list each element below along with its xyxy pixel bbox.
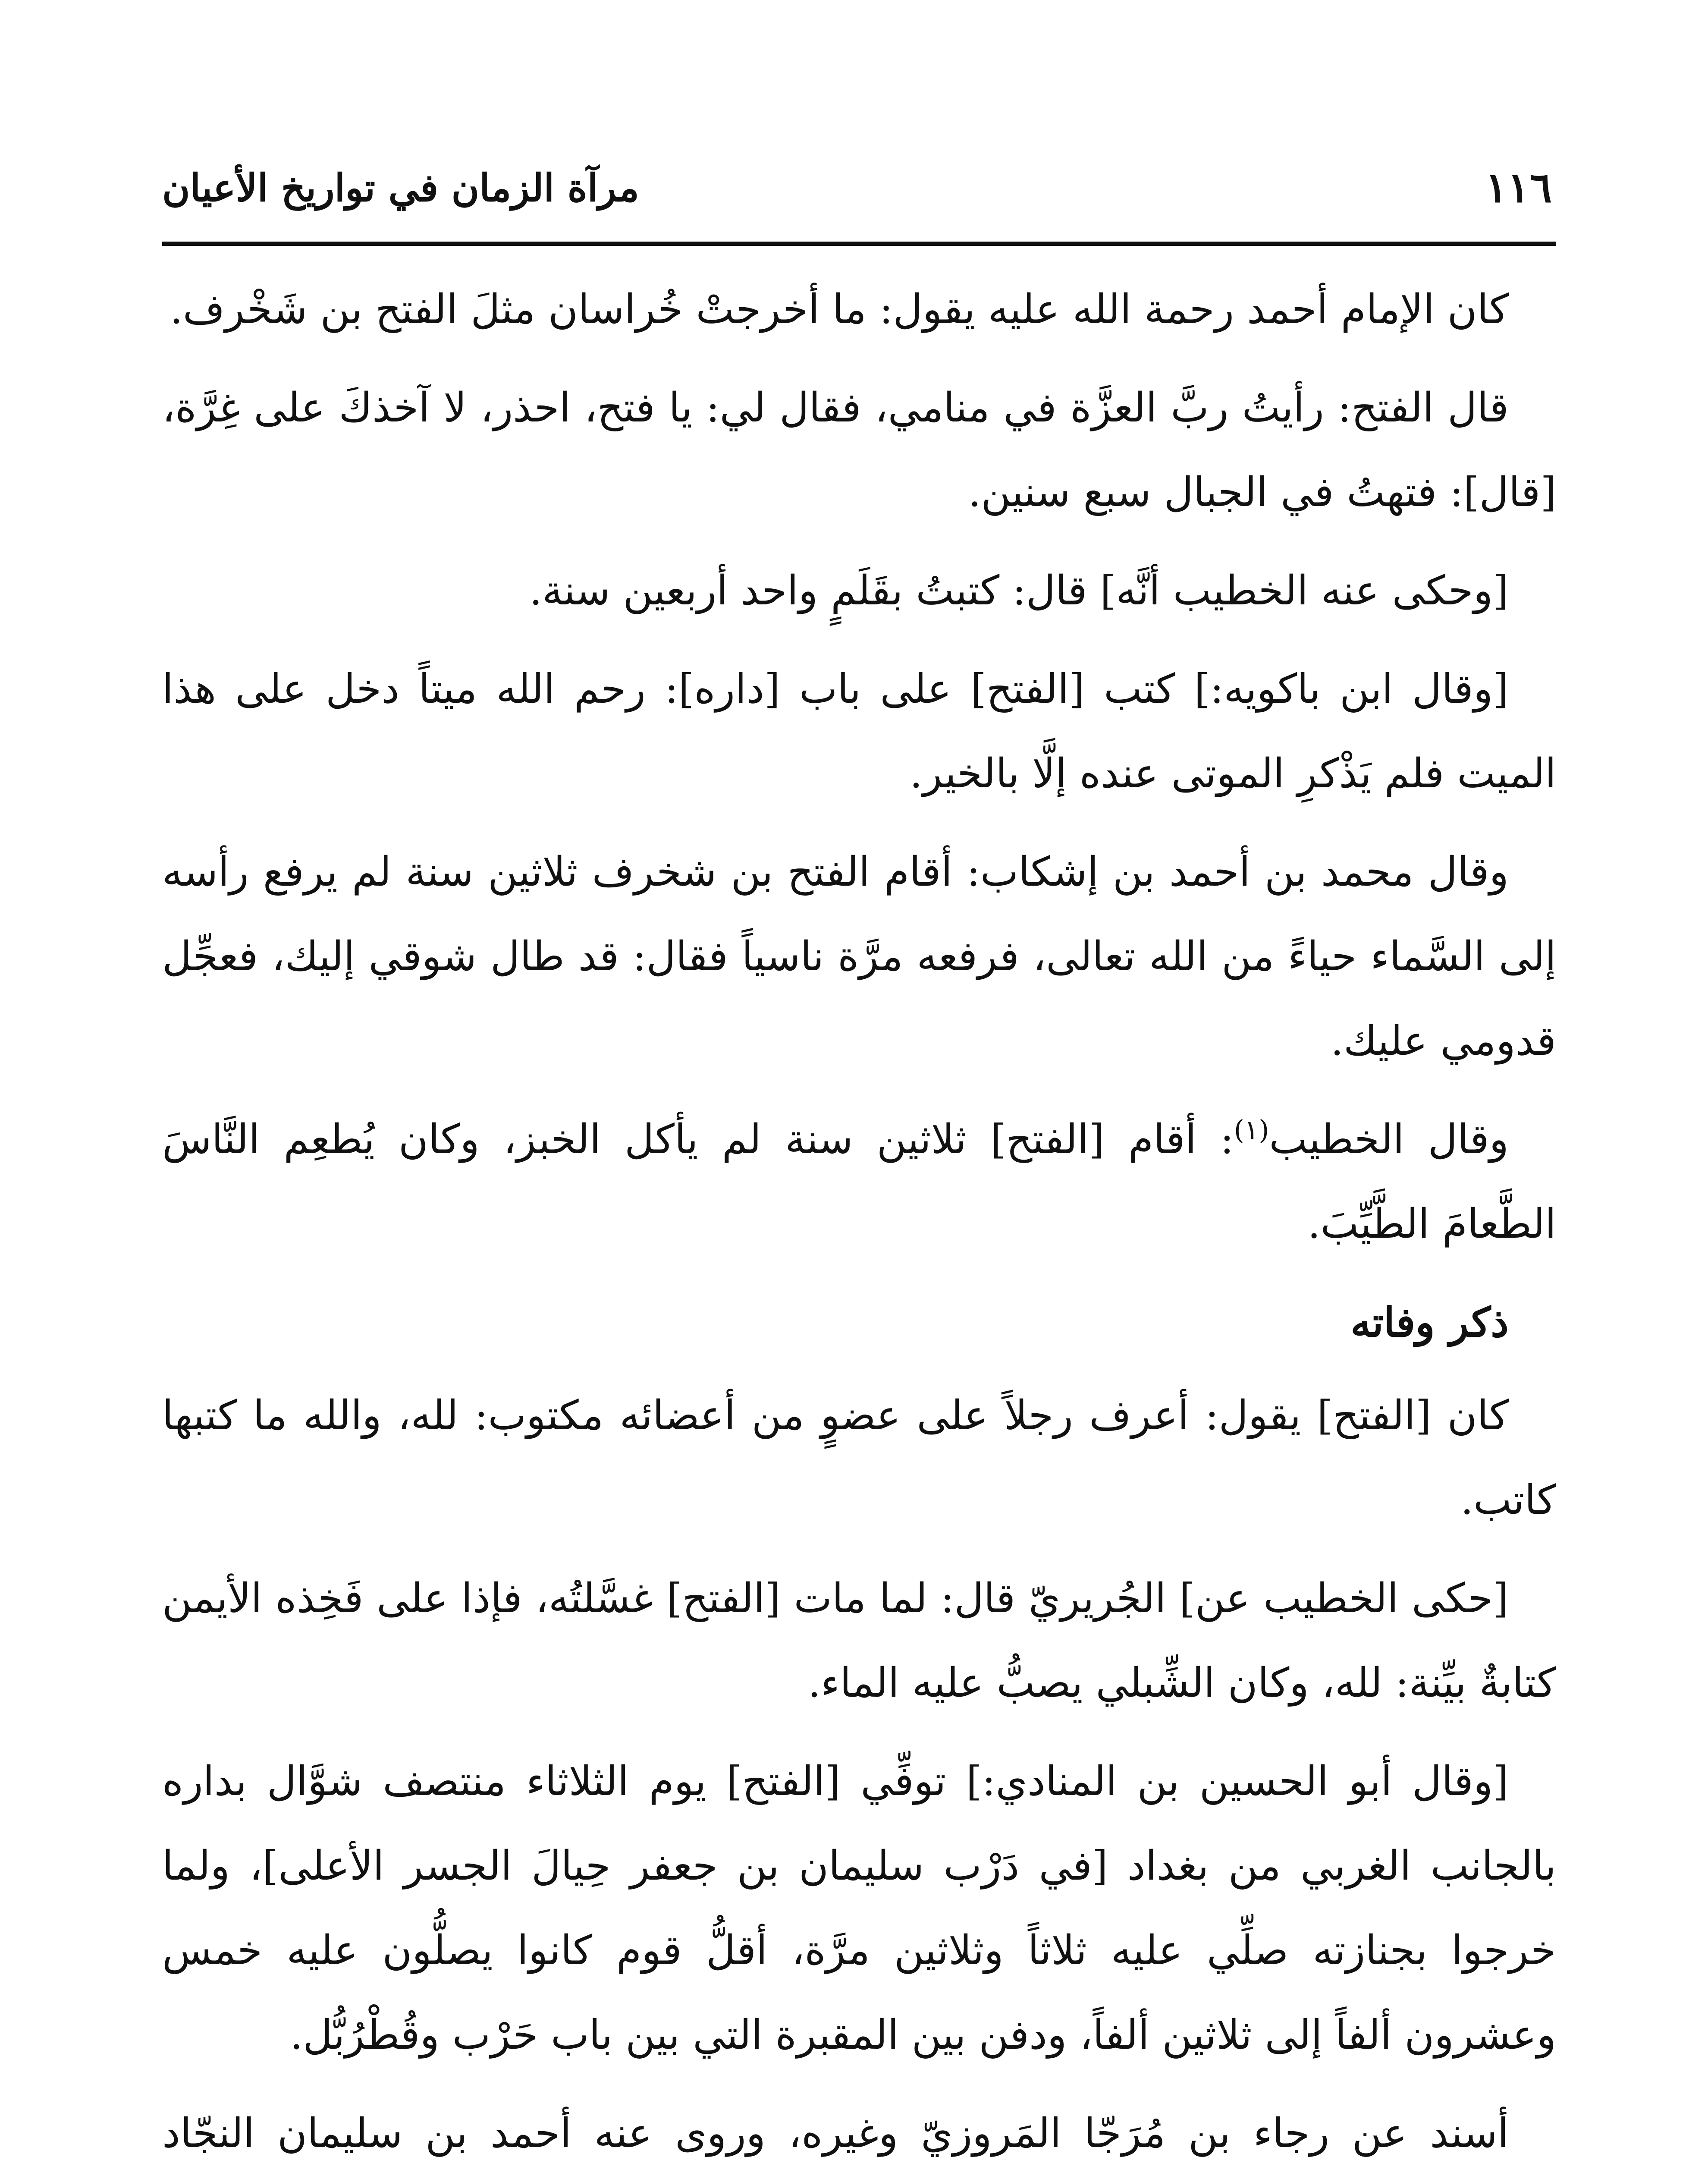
- khatib-text-end: : أقام [الفتح] ثلاثين سنة لم يأكل الخبز، وكان يُطعِم النَّاسَ الطَّعامَ الطَّيِّبَ.: [162, 1116, 1556, 1248]
- paragraph-khatib: [162, 1097, 1556, 1267]
- khatib-text-start: وقال الخطيب: [1269, 1116, 1509, 1163]
- footnote-reference: (١): [1234, 1114, 1269, 1146]
- paragraph-narration: أسند عن رجاء بن مُرَجّا المَروزيّ وغيره، وروى عنه أحمد بن سليمان النجّاد: [162, 2110, 1509, 2157]
- main-text: [162, 267, 1556, 2157]
- paragraph-inscribed-limb: كان [الفتح] يقول: أعرف رجلاً على عضوٍ من أعضائه مكتوب: لله، والله ما كتبها كاتب.: [162, 1392, 1556, 1524]
- paragraph-door-inscription: [وقال ابن باكويه:] كتب [الفتح] على باب [داره]: رحم الله ميتاً دخل على هذا الميت فلم يَذْكرِ الموتى عنده إلَّا بالخير.: [162, 666, 1556, 797]
- header-rule: [162, 242, 1556, 246]
- section-heading: ذكر وفاته: [1350, 1299, 1509, 1346]
- paragraph-death: [وقال أبو الحسين بن المنادي:] توفِّي [الفتح] يوم الثلاثاء منتصف شوَّال بداره بالجانب الغربي من بغداد [في دَرْب سليمان بن جعفر حِيالَ الجسر الأعلى]، ولما خرجوا بجنازته صلِّي عليه ثلاثاً وثلاثين مرَّة، أقلُّ قوم كانوا يصلُّون عليه خمس وعشرون ألفاً إلى ثلاثين ألفاً، ودفن بين المقبرة التي بين باب حَرْب وقُطْرُبُّل.: [162, 1758, 1556, 2059]
- paragraph-ishkab: وقال محمد بن أحمد بن إشكاب: أقام الفتح بن شخرف ثلاثين سنة لم يرفع رأسه إلى السَّماء حياءً من الله تعالى، فرفعه مرَّة ناسياً فقال: قد طال شوقي إليك، فعجِّل قدومي عليك.: [162, 849, 1556, 1065]
- paragraph-dream: قال الفتح: رأيتُ ربَّ العزَّة في منامي، فقال لي: يا فتح، احذر، لا آخذكَ على غِرَّة، [قال]: فتهتُ في الجبال سبع سنين.: [162, 384, 1556, 516]
- paragraph-pen: [وحكى عنه الخطيب أنَّه] قال: كتبتُ بقَلَمٍ واحد أربعين سنة.: [529, 567, 1509, 614]
- page-header: [162, 155, 1556, 242]
- page-number: ١١٦: [1485, 163, 1552, 212]
- running-title: مرآة الزمان في تواريخ الأعيان: [162, 165, 639, 210]
- paragraph-washing: [حكى الخطيب عن] الجُريريّ قال: لما مات [الفتح] غسَّلتُه، فإذا على فَخِذه الأيمن كتابةٌ بيِّنة: لله، وكان الشِّبلي يصبُّ عليه الماء.: [162, 1575, 1556, 1707]
- book-page: [162, 155, 1556, 2157]
- paragraph-imam-ahmad: كان الإمام أحمد رحمة الله عليه يقول: ما أخرجتْ خُراسان مثلَ الفتح بن شَخْرف.: [170, 286, 1509, 333]
